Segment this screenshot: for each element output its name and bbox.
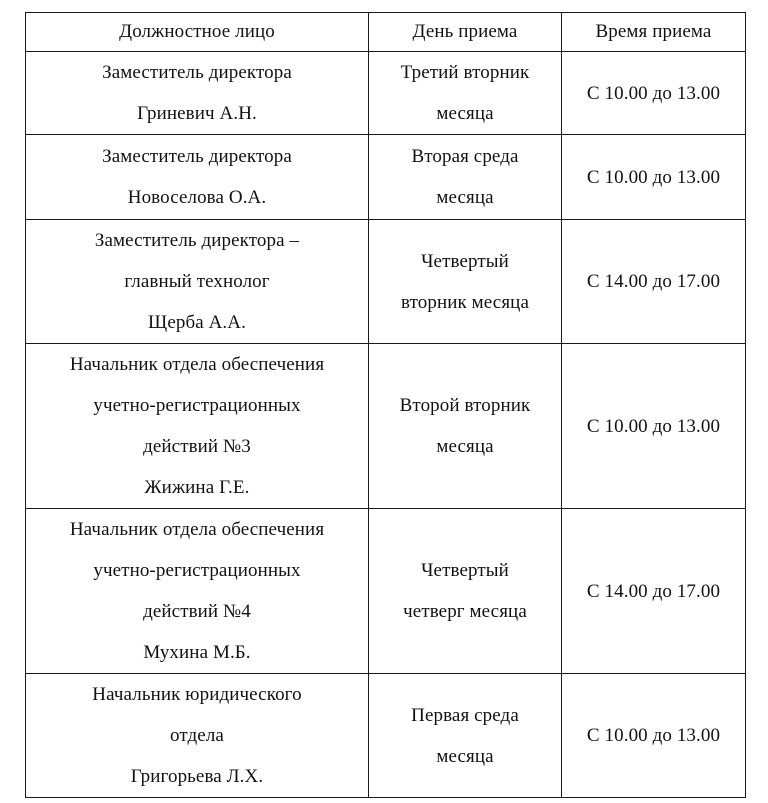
table-row <box>26 674 746 798</box>
day-line: Четвертый <box>421 560 509 581</box>
official-title-line: действий №4 <box>143 601 251 622</box>
official-cell <box>26 220 369 344</box>
day-cell <box>369 344 562 509</box>
day-line: вторник месяца <box>401 291 529 313</box>
day-cell <box>369 509 562 674</box>
official-title-line: учетно-регистрационных <box>93 560 301 581</box>
official-title-line: Начальник отдела обеспечения <box>69 354 325 375</box>
table-row <box>26 509 746 674</box>
official-cell <box>26 344 369 509</box>
official-name-line: Жижина Г.Е. <box>144 477 250 498</box>
day-line: месяца <box>436 745 494 767</box>
day-line: месяца <box>436 436 494 457</box>
header-day: День приема <box>369 13 562 52</box>
official-title-line: главный технолог <box>124 271 270 292</box>
day-line: Второй вторник <box>399 395 531 416</box>
table-row <box>26 220 746 344</box>
official-name-line: Новоселова О.А. <box>127 187 267 208</box>
day-line: Первая среда <box>411 704 519 726</box>
official-title-line: отдела <box>170 725 224 746</box>
official-name-line: Щерба А.А. <box>148 312 246 333</box>
day-cell <box>369 135 562 220</box>
official-cell <box>26 509 369 674</box>
time-cell: С 10.00 до 13.00 <box>562 135 746 220</box>
day-line: Третий вторник <box>400 62 530 83</box>
official-name-line: Мухина М.Б. <box>143 642 251 663</box>
table-row <box>26 135 746 220</box>
official-title-line: действий №3 <box>143 436 251 457</box>
day-line: четверг месяца <box>403 601 527 622</box>
table-header-row <box>26 13 746 52</box>
day-cell <box>369 52 562 135</box>
official-name-line: Гриневич А.Н. <box>137 103 257 124</box>
day-line: месяца <box>436 187 494 208</box>
official-title-line: учетно-регистрационных <box>93 395 301 416</box>
official-cell <box>26 52 369 135</box>
official-title-line: Начальник отдела обеспечения <box>69 519 325 540</box>
official-title-line: Начальник юридического <box>92 684 302 705</box>
time-cell: С 14.00 до 17.00 <box>562 509 746 674</box>
official-title-line: Заместитель директора – <box>94 230 300 251</box>
time-cell: С 10.00 до 13.00 <box>562 674 746 798</box>
header-time: Время приема <box>562 13 746 52</box>
day-line: Вторая среда <box>411 146 519 167</box>
official-name-line: Григорьева Л.Х. <box>130 766 264 787</box>
header-official: Должностное лицо <box>26 13 369 52</box>
day-cell <box>369 220 562 344</box>
time-cell: С 10.00 до 13.00 <box>562 52 746 135</box>
official-title-line: Заместитель директора <box>102 62 292 83</box>
time-cell: С 10.00 до 13.00 <box>562 344 746 509</box>
official-cell <box>26 674 369 798</box>
day-cell <box>369 674 562 798</box>
official-title-line: Заместитель директора <box>102 146 292 167</box>
time-cell: С 14.00 до 17.00 <box>562 220 746 344</box>
table-row <box>26 344 746 509</box>
day-line: месяца <box>436 103 494 124</box>
official-cell <box>26 135 369 220</box>
reception-schedule-table <box>25 12 746 798</box>
schedule-sheet <box>25 12 745 787</box>
table-row <box>26 52 746 135</box>
day-line: Четвертый <box>421 250 509 272</box>
